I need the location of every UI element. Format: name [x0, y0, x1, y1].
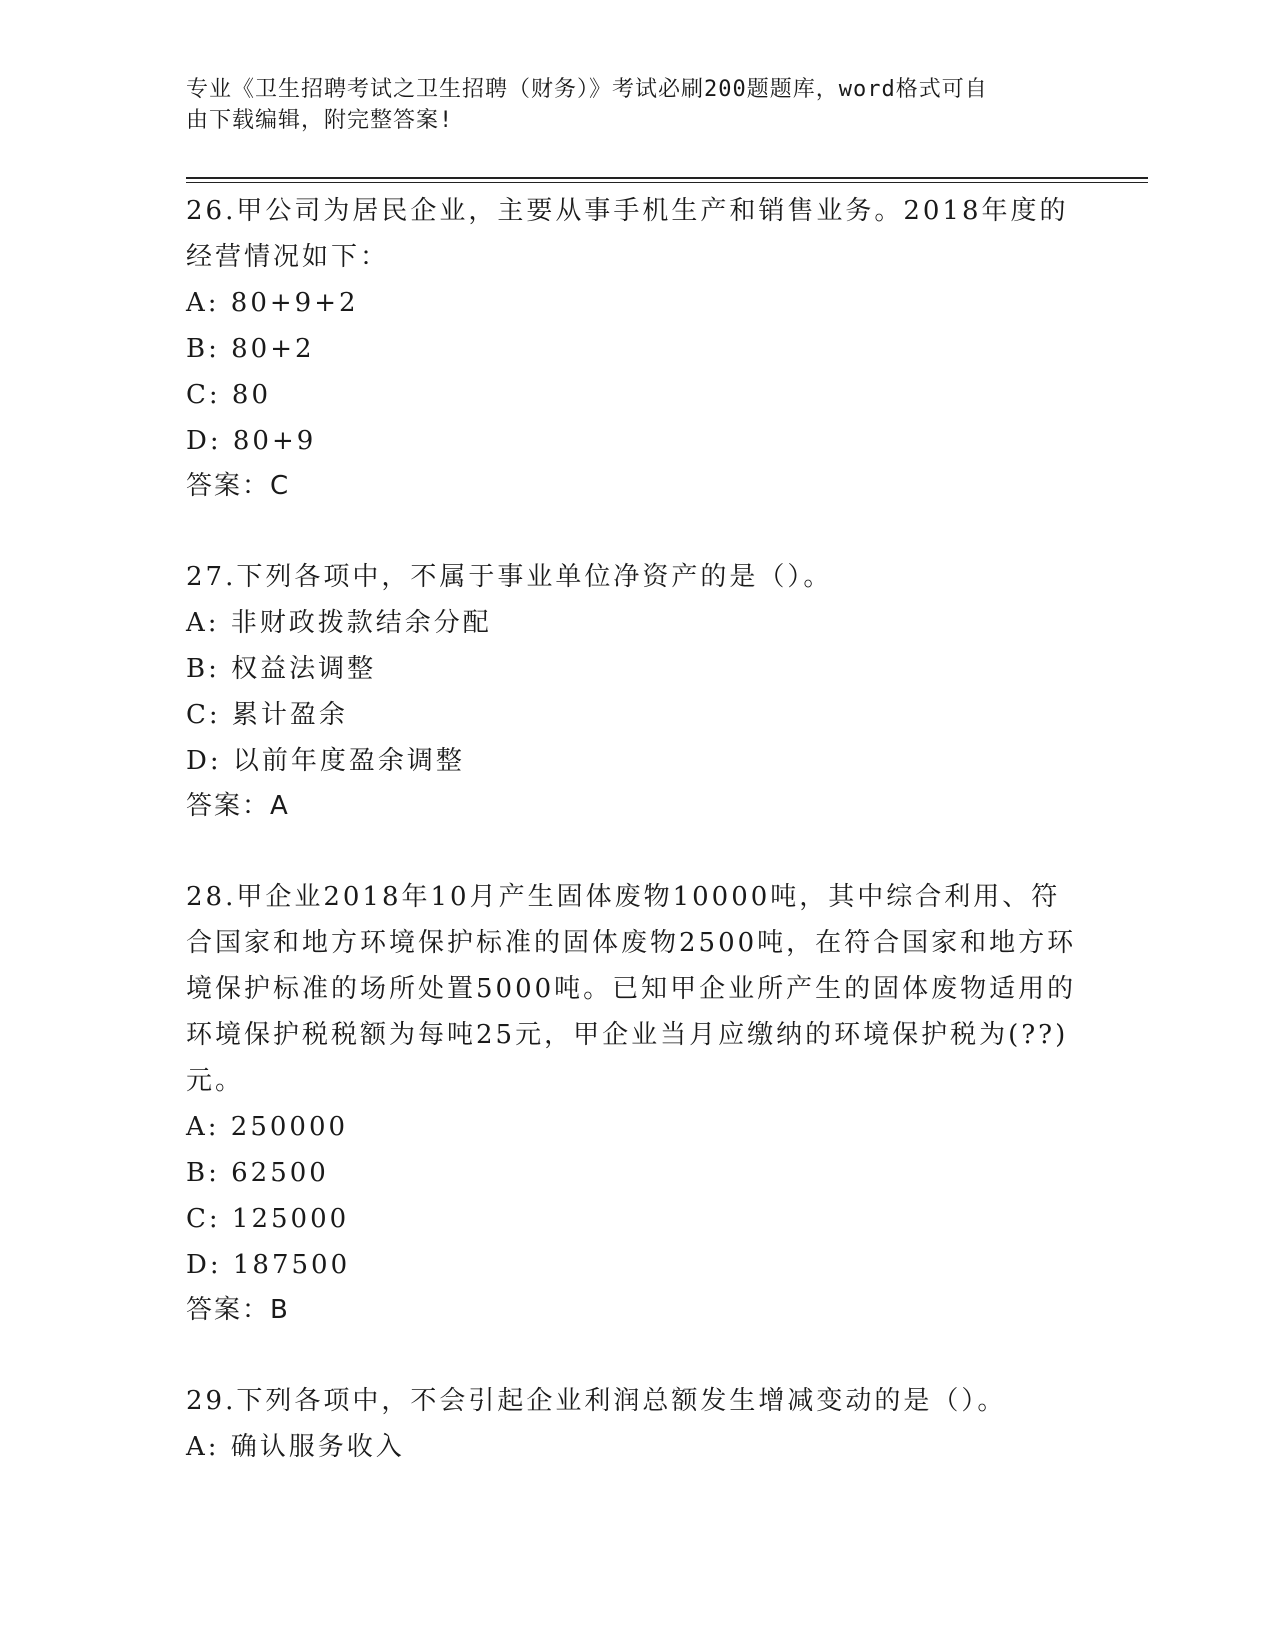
- question-stem: 26.甲公司为居民企业，主要从事手机生产和销售业务。2018年度的经营情况如下：: [186, 196, 1069, 272]
- question-list: [186, 188, 1086, 1516]
- option-a: A: 非财政拨款结余分配: [186, 608, 492, 638]
- option-a: A: 80+9+2: [186, 288, 359, 318]
- question-stem: 27.下列各项中，不属于事业单位净资产的是（）。: [186, 562, 833, 592]
- option-c: C: 80: [186, 380, 272, 410]
- question-28: [186, 874, 1086, 1332]
- header-line-2: 由下载编辑，附完整答案!: [186, 108, 454, 133]
- answer: 答案：B: [186, 1295, 290, 1325]
- question-27: [186, 554, 1086, 828]
- option-b: B: 权益法调整: [186, 654, 377, 684]
- question-26: [186, 188, 1086, 508]
- header-line-1: 专业《卫生招聘考试之卫生招聘（财务）》考试必刷200题题库，word格式可自: [186, 77, 988, 102]
- option-d: D: 80+9: [186, 426, 317, 456]
- option-c: C: 累计盈余: [186, 700, 348, 730]
- question-stem: 28.甲企业2018年10月产生固体废物10000吨，其中综合利用、符合国家和地方环境保护标准的固体废物2500吨，在符合国家和地方环境保护标准的场所处置5000吨。已知甲企业所产生的固体废物适用的环境保护税税额为每吨25元，甲企业当月应缴纳的环境保护税为(??)元。: [186, 882, 1077, 1096]
- option-a: A: 250000: [186, 1112, 349, 1142]
- question-stem: 29.下列各项中，不会引起企业利润总额发生增减变动的是（）。: [186, 1386, 1007, 1416]
- option-b: B: 80+2: [186, 334, 315, 364]
- document-header: [186, 74, 1066, 136]
- option-c: C: 125000: [186, 1204, 350, 1234]
- option-d: D: 以前年度盈余调整: [186, 746, 465, 776]
- option-b: B: 62500: [186, 1158, 329, 1188]
- answer: 答案：C: [186, 471, 291, 501]
- question-29: [186, 1378, 1086, 1470]
- header-rule-bottom: [186, 182, 1148, 183]
- option-a: A: 确认服务收入: [186, 1432, 405, 1462]
- option-d: D: 187500: [186, 1250, 351, 1280]
- answer: 答案：A: [186, 791, 290, 821]
- header-rule-top: [186, 177, 1148, 179]
